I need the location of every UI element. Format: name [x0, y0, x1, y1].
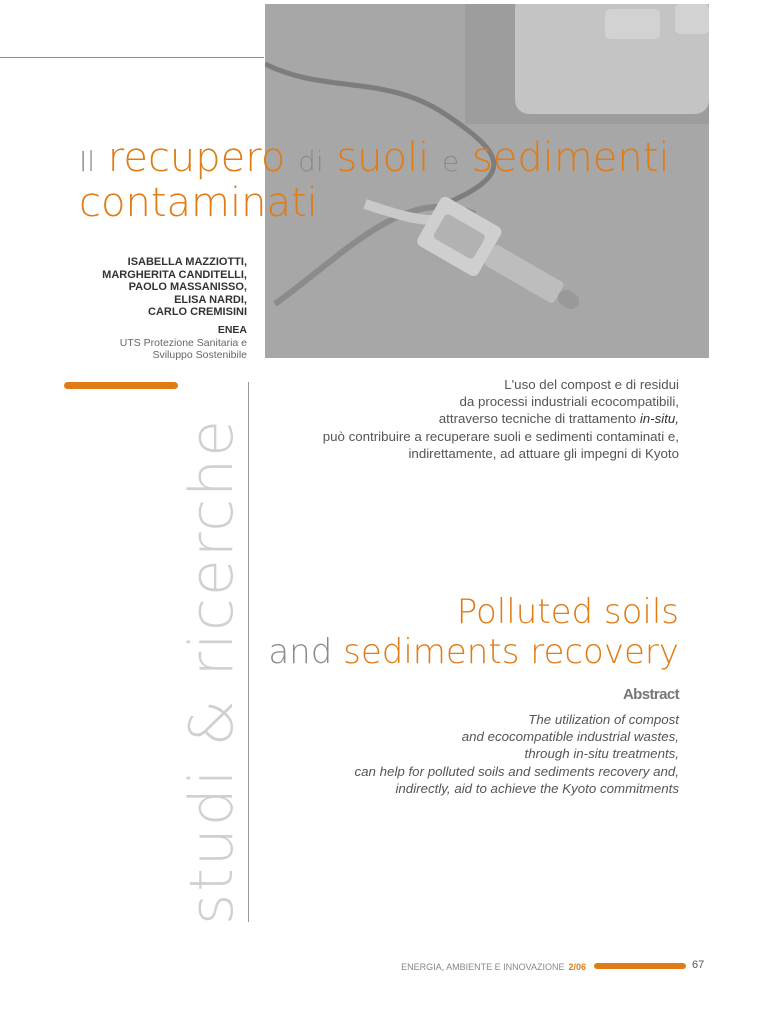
section-accent-bar: [64, 382, 178, 389]
italian-abstract: [323, 376, 679, 462]
abstract-emphasis: in-situ,: [639, 411, 679, 427]
abstract-line: può contribuire a recuperare suoli e sedimenti contaminati e,: [322, 428, 679, 444]
abstract-heading: Abstract: [622, 686, 679, 703]
abstract-line: da processi industriali ecocompatibili,: [459, 394, 679, 410]
title-word: e: [441, 145, 460, 178]
abstract-line: indirettamente, ad attuare gli impegni di Kyoto: [408, 445, 679, 461]
section-label: studi & ricerche: [177, 417, 247, 925]
section-divider: [248, 382, 249, 922]
affiliation-line: Sviluppo Sostenibile: [152, 349, 247, 361]
english-title-word: and: [268, 632, 333, 672]
abstract-line: [323, 410, 679, 427]
abstract-line: through in-situ treatments,: [524, 746, 679, 762]
affiliation-line: UTS Protezione Sanitaria e: [119, 336, 247, 349]
journal-name: ENERGIA, AMBIENTE E INNOVAZIONE: [401, 962, 565, 972]
english-title-word: sediments recovery: [343, 632, 679, 672]
abstract-line: The utilization of compost: [528, 712, 679, 727]
english-abstract: [355, 711, 679, 797]
abstract-text: attraverso tecniche di trattamento: [438, 411, 637, 427]
footer-journal: [401, 962, 586, 972]
authors-list: [102, 256, 247, 319]
author-name: MARGHERITA CANDITELLI,: [102, 268, 247, 281]
title-word: contaminati: [79, 179, 318, 226]
author-name: CARLO CREMISINI: [148, 306, 247, 318]
footer-accent-bar: [594, 963, 686, 969]
author-name: PAOLO MASSANISSO,: [128, 281, 247, 293]
abstract-line: can help for polluted soils and sediments recovery and,: [354, 763, 679, 779]
abstract-line: and ecocompatible industrial wastes,: [461, 729, 679, 745]
english-title-line: [268, 632, 679, 672]
affiliation-name: ENEA: [217, 324, 247, 336]
italian-title: [79, 136, 699, 226]
affiliation: [120, 324, 247, 362]
abstract-line: indirectly, aid to achieve the Kyoto commitments: [395, 780, 679, 796]
abstract-line: L'uso del compost e di residui: [504, 377, 679, 392]
title-word: di: [298, 145, 324, 178]
title-word: suoli: [336, 135, 430, 181]
english-title: [268, 592, 679, 672]
top-rule: [0, 57, 264, 58]
title-word: recupero: [107, 135, 286, 181]
author-name: ISABELLA MAZZIOTTI,: [127, 256, 247, 268]
english-title-line: Polluted soils: [456, 592, 679, 632]
issue-number: 2/06: [568, 962, 586, 972]
title-word: sedimenti: [471, 135, 670, 181]
author-name: ELISA NARDI,: [174, 293, 247, 306]
page-number: 67: [692, 959, 705, 971]
title-word: Il: [79, 145, 96, 178]
